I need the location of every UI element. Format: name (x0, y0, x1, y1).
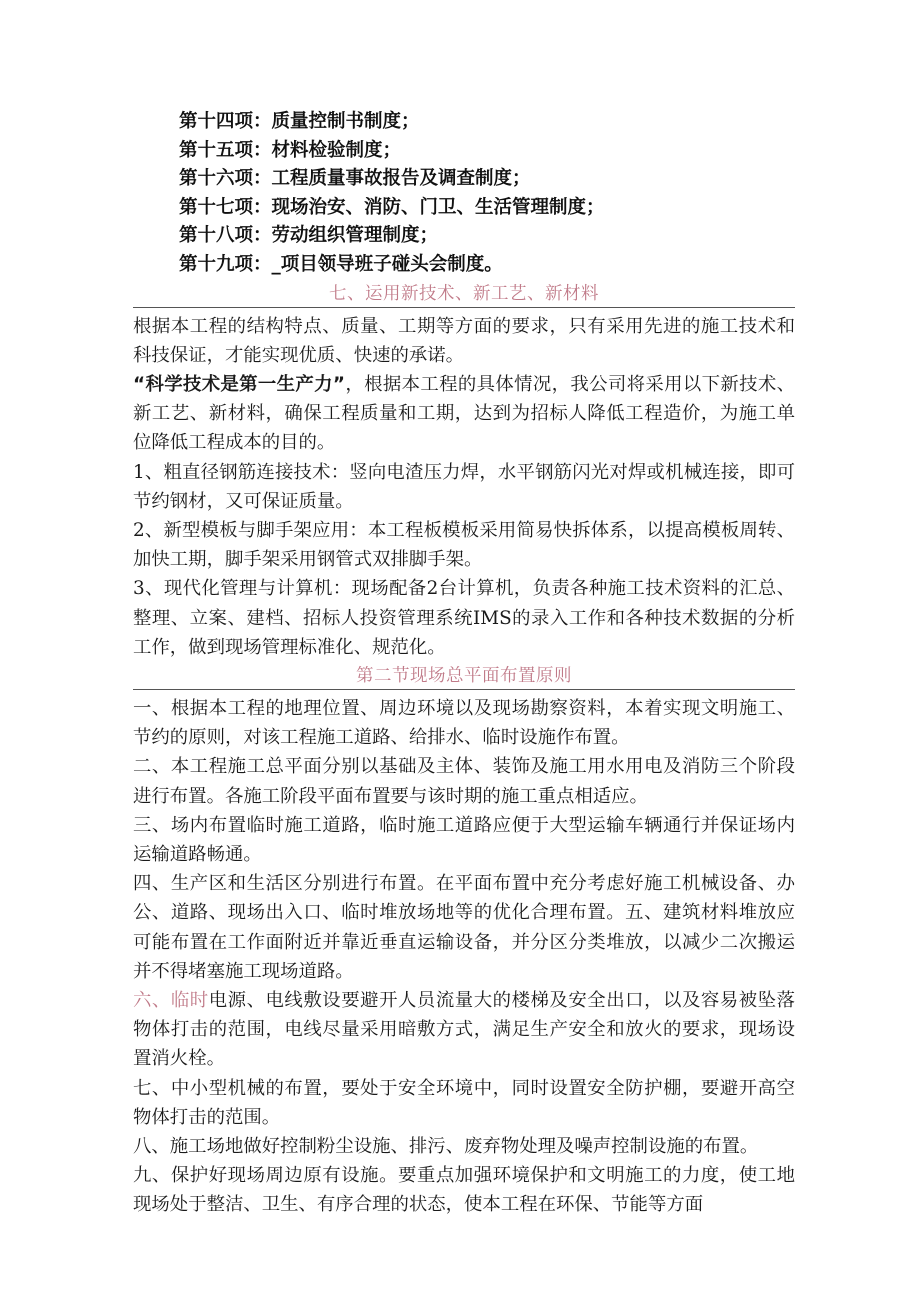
paragraph: 2、新型模板与脚手架应用：本工程板模板采用简易快拆体系，以提高模板周转、加快工期，脚手架采用钢管式双排脚手架。 (133, 519, 795, 571)
paragraph: 二、本工程施工总平面分别以基础及主体、装饰及施工用水用电及消防三个阶段进行布置。各施工阶段平面布置要与该时期的施工重点相适应。 (133, 756, 795, 807)
paragraph: 七、中小型机械的布置，要处于安全环境中，同时设置安全防护棚，要避开高空物体打击的范围。 (133, 1077, 795, 1128)
section-heading-site-layout: 第二节现场总平面布置原则 (133, 662, 795, 690)
paragraph: 四、生产区和生活区分别进行布置。在平面布置中充分考虑好施工机械设备、办公、道路、现场出入口、临时堆放场地等的优化合理布置。五、建筑材料堆放应可能布置在工作面附近并靠近垂直运输设备，并分区分类堆放，以减少二次搬运并不得堵塞施工现场道路。 (133, 873, 795, 982)
paragraph: 八、施工场地做好控制粉尘设施、排污、废弃物处理及噪声控制设施的布置。 (133, 1136, 759, 1158)
paragraph: 1、粗直径钢筋连接技术：竖向电渣压力焊，水平钢筋闪光对焊或机械连接，即可节约钢材，又可保证质量。 (133, 461, 795, 512)
regulation-item-14: 第十四项：质量控制书制度； (179, 111, 420, 132)
regulation-item-19: 第十九项：_项目领导班子碰头会制度。 (179, 253, 503, 275)
regulation-item-16: 第十六项：工程质量事故报告及调查制度； (179, 168, 531, 190)
bold-quote: “科学技术是第一生产力” (133, 373, 346, 395)
paragraph: 根据本工程的结构特点、质量、工期等方面的要求，只有采用先进的施工技术和科技保证，才能实现优质、快速的承诺。 (133, 315, 795, 366)
paragraph: 九、保护好现场周边原有设施。要重点加强环境保护和文明施工的力度，使工地现场处于整洁、卫生、有序合理的状态，使本工程在环保、节能等方面 (133, 1165, 795, 1216)
paragraph (133, 986, 795, 1074)
regulation-item-17: 第十七项：现场治安、消防、门卫、生活管理制度； (179, 196, 605, 218)
regulation-item-18: 第十八项：劳动组织管理制度； (179, 225, 439, 247)
highlighted-text: 六、临时 (133, 990, 209, 1012)
regulation-item-15: 第十五项：材料检验制度； (179, 139, 402, 161)
paragraph: 3、现代化管理与计算机：现场配备2台计算机，负责各种施工技术资料的汇总、整理、立案、建档、招标人投资管理系统IMS的录入工作和各种技术数据的分析工作，做到现场管理标准化、规范化。 (133, 578, 795, 658)
document-page (133, 108, 795, 1220)
section-heading-new-technology: 七、运用新技术、新工艺、新材料 (133, 280, 795, 308)
paragraph (133, 370, 795, 458)
paragraph: 一、根据本工程的地理位置、周边环境以及现场勘察资料，本着实现文明施工、节约的原则，对该工程施工道路、给排水、临时设施作布置。 (133, 698, 795, 749)
regulation-list (133, 108, 795, 280)
paragraph: 三、场内布置临时施工道路，临时施工道路应便于大型运输车辆通行并保证场内运输道路畅通。 (133, 814, 795, 866)
paragraph-text: ，根据本工程的具体情况，我公司将采用以下新技术、新工艺、新材料，确保工程质量和工期，达到为招标人降低工程造价，为施工单位降低工程成本的目的。 (133, 373, 795, 454)
paragraph-text: 电源、电线敷设要避开人员流量大的楼梯及安全出口，以及容易被坠落物体打击的范围，电线尽量采用暗敷方式，满足生产安全和放火的要求，现场设置消火栓。 (133, 990, 795, 1070)
